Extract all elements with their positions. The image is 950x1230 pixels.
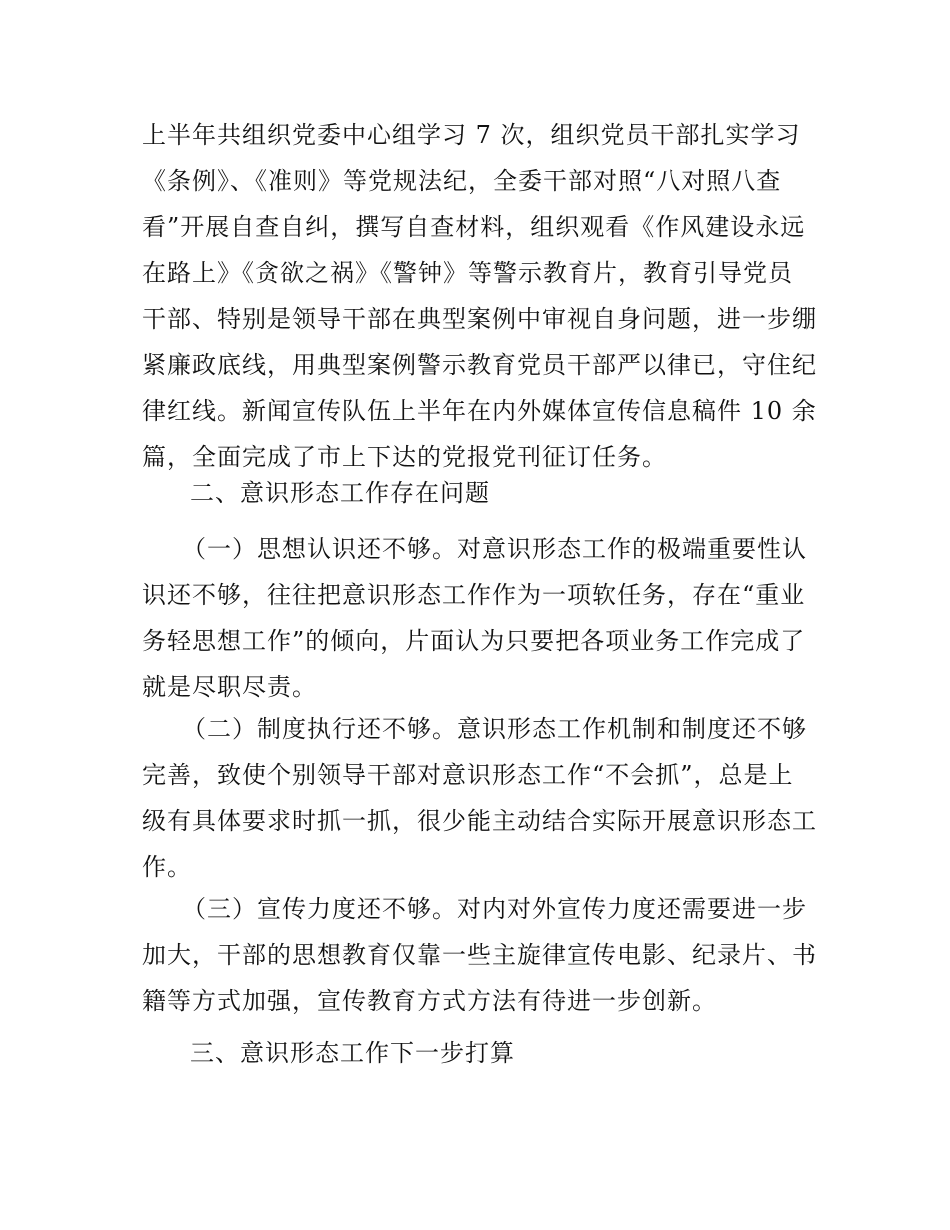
text-line: 籍等方式加强，宣传教育方式方法有待进一步创新。 bbox=[142, 987, 717, 1015]
text-line: 完善，致使个别领导干部对意识形态工作“不会抓”，总是上 bbox=[142, 761, 794, 789]
text-line: 作。 bbox=[142, 853, 192, 881]
body-paragraph-issue-3 bbox=[142, 886, 817, 1024]
text-line: 务轻思想工作”的倾向，片面认为只要把各项业务工作完成了 bbox=[142, 627, 806, 655]
body-paragraph-issue-1 bbox=[142, 526, 810, 710]
body-paragraph-1 bbox=[142, 112, 817, 480]
text-line: 级有具体要求时抓一抓，很少能主动结合实际开展意识形态工 bbox=[142, 807, 817, 835]
heading-text: 三、意识形态工作下一步打算 bbox=[190, 1039, 515, 1067]
text-line: 上半年共组织党委中心组学习 7 次，组织党员干部扎实学习 bbox=[142, 121, 801, 149]
body-paragraph-issue-2 bbox=[142, 706, 817, 890]
text-line: 《条例》、《准则》等党规法纪，全委干部对照“八对照八查 bbox=[142, 167, 782, 195]
text-line: 识还不够，往往把意识形态工作作为一项软任务，存在“重业 bbox=[142, 581, 806, 609]
text-line: （三）宣传力度还不够。对内对外宣传力度还需要进一步 bbox=[182, 895, 807, 923]
text-line: 就是尽职尽责。 bbox=[142, 673, 317, 701]
text-line: 看”开展自查自纠，撰写自查材料，组织观看《作风建设永远 bbox=[142, 213, 806, 241]
text-line: 干部、特别是领导干部在典型案例中审视自身问题，进一步绷 bbox=[142, 305, 817, 333]
text-line: 篇，全面完成了市上下达的党报党刊征订任务。 bbox=[142, 443, 667, 471]
text-line: 紧廉政底线，用典型案例警示教育党员干部严以律已，守住纪 bbox=[142, 351, 817, 379]
text-line: 律红线。新闻宣传队伍上半年在内外媒体宣传信息稿件 10 余 bbox=[142, 397, 817, 425]
heading-text: 二、意识形态工作存在问题 bbox=[190, 479, 490, 507]
section-heading-3 bbox=[142, 1030, 810, 1076]
text-line: （二）制度执行还不够。意识形态工作机制和制度还不够 bbox=[182, 715, 807, 743]
text-line: 加大，干部的思想教育仅靠一些主旋律宣传电影、纪录片、书 bbox=[142, 941, 817, 969]
section-heading-2 bbox=[142, 470, 810, 516]
text-line: （一）思想认识还不够。对意识形态工作的极端重要性认 bbox=[182, 535, 807, 563]
text-line: 在路上》《贪欲之祸》《警钟》等警示教育片，教育引导党员 bbox=[142, 259, 793, 287]
